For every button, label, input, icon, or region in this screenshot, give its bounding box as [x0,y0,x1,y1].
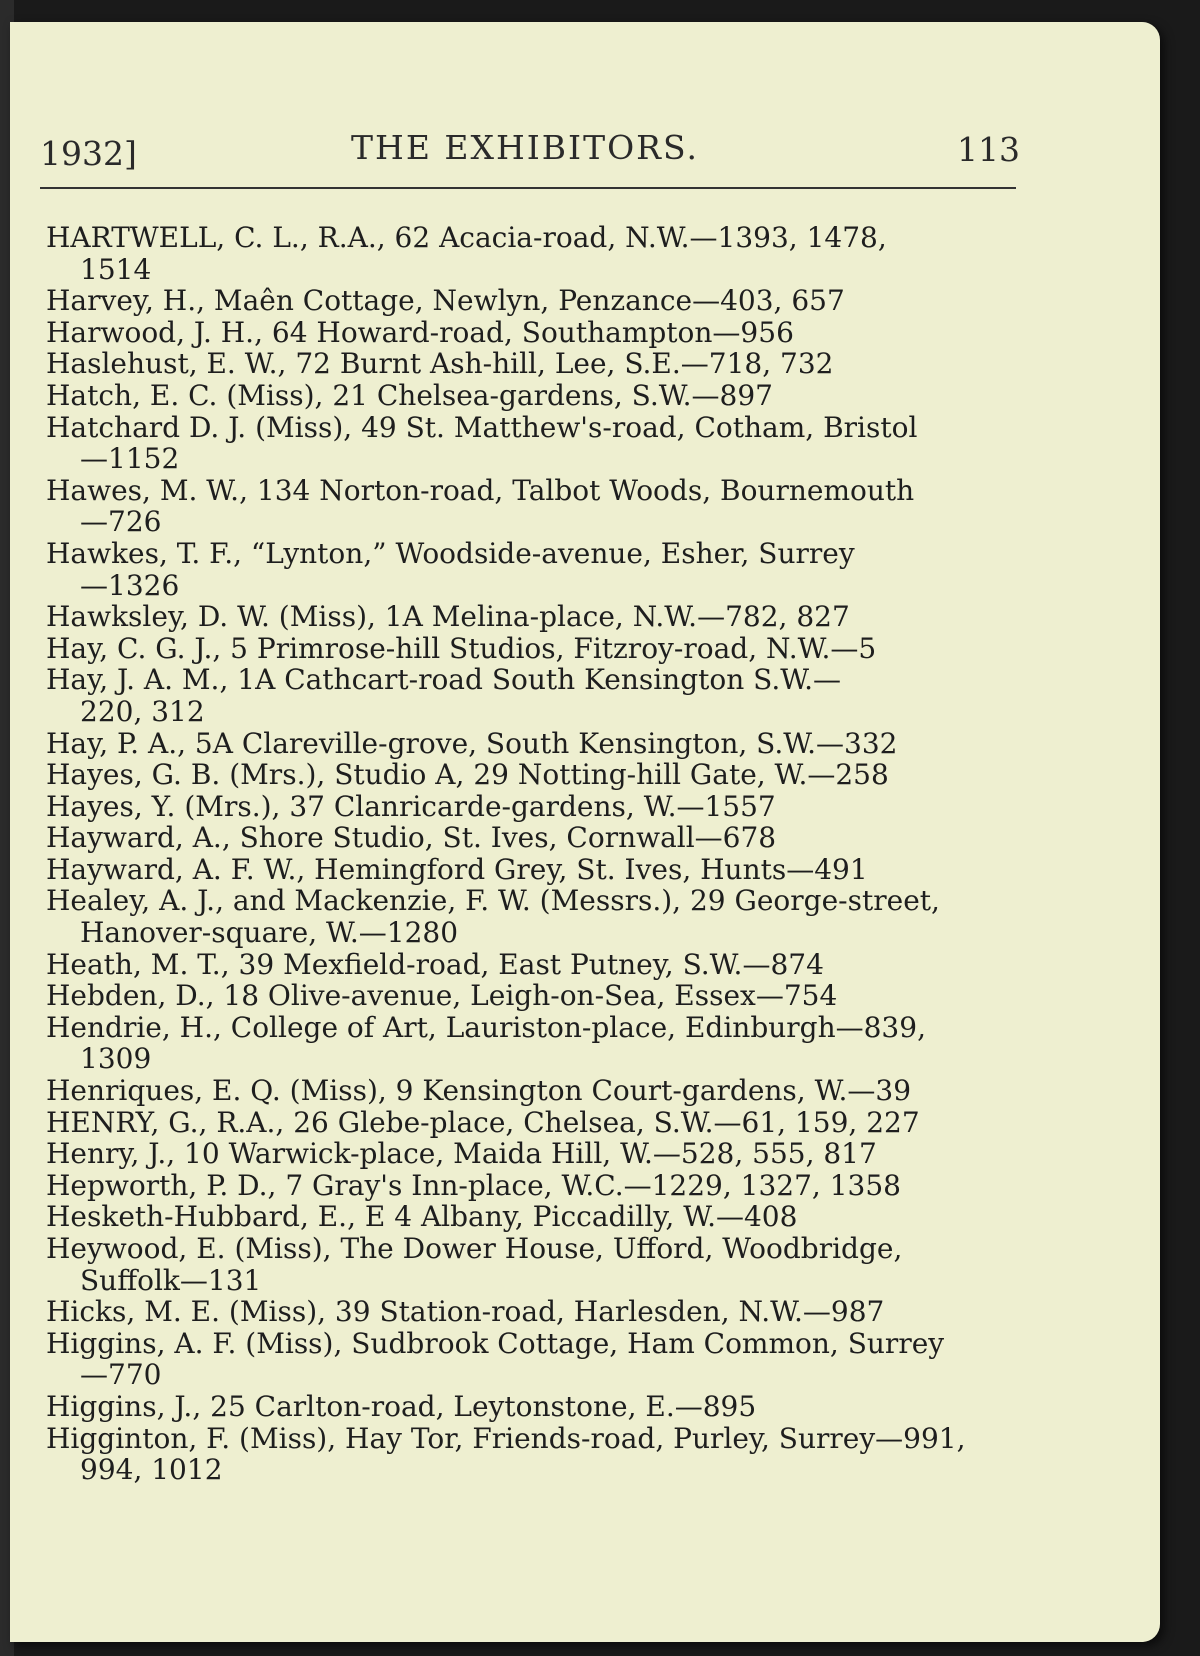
list-item: Higgins, A. F. (Miss), Sudbrook Cottage, Ham Common, Surrey —770 [46,1326,945,1392]
list-item: Hebden, D., 18 Olive-avenue, Leigh-on-Sea, Essex—754 [46,979,838,1013]
list-item: HENRY, G., R.A., 26 Glebe-place, Chelsea, S.W.—61, 159, 227 [46,1105,920,1139]
page-number: 113 [957,130,1020,169]
list-item: Hayes, Y. (Mrs.), 37 Clanricarde-gardens, W.—1557 [46,789,776,823]
list-item: Hay, P. A., 5A Clareville-grove, South Kensington, S.W.—332 [46,726,898,760]
list-item: Henriques, E. Q. (Miss), 9 Kensington Court-gardens, W.—39 [46,1074,912,1108]
list-item: Harwood, J. H., 64 Howard-road, Southampton—956 [46,315,794,349]
header-year: 1932] [40,134,137,173]
list-item: Higginton, F. (Miss), Hay Tor, Friends-road, Purley, Surrey—991, 994, 1012 [46,1421,966,1487]
list-item: Hawkes, T. F., “Lynton,” Woodside-avenue, Esher, Surrey —1326 [46,536,855,602]
list-item: Hayes, G. B. (Mrs.), Studio A, 29 Notting-hill Gate, W.—258 [46,758,889,792]
header-rule [40,187,1016,189]
header-title: THE EXHIBITORS. [351,128,699,167]
list-item: Hayward, A. F. W., Hemingford Grey, St. Ives, Hunts—491 [46,852,868,886]
list-item: Hicks, M. E. (Miss), 39 Station-road, Harlesden, N.W.—987 [46,1295,885,1329]
list-item: Harvey, H., Maên Cottage, Newlyn, Penzance—403, 657 [46,284,845,318]
list-item: Hay, J. A. M., 1A Cathcart-road South Kensington S.W.— 220, 312 [46,663,842,728]
list-item: Hawes, M. W., 134 Norton-road, Talbot Woods, Bournemouth —726 [46,473,915,539]
list-item: Heath, M. T., 39 Mexfield-road, East Putney, S.W.—874 [46,947,824,981]
list-item: Healey, A. J., and Mackenzie, F. W. (Messrs.), 29 George-street, Hanover-square, W.—1280 [46,884,940,950]
list-item: Hatchard D. J. (Miss), 49 St. Matthew's-road, Cotham, Bristol —1152 [46,410,918,476]
list-item: Heywood, E. (Miss), The Dower House, Ufford, Woodbridge, Suffolk—131 [46,1232,903,1297]
list-item: Hendrie, H., College of Art, Lauriston-place, Edinburgh—839, 1309 [46,1010,926,1076]
list-item: Higgins, J., 25 Carlton-road, Leytonstone, E.—895 [46,1389,757,1423]
list-item: Hay, C. G. J., 5 Primrose-hill Studios, Fitzroy-road, N.W.—5 [46,631,877,665]
list-item: Hawksley, D. W. (Miss), 1A Melina-place, N.W.—782, 827 [46,600,850,634]
list-item: Henry, J., 10 Warwick-place, Maida Hill, W.—528, 555, 817 [46,1137,877,1171]
list-item: Hatch, E. C. (Miss), 21 Chelsea-gardens, S.W.—897 [46,378,773,412]
list-item: HARTWELL, C. L., R.A., 62 Acacia-road, N.W.—1393, 1478, 1514 [46,221,887,286]
running-header [30,114,1020,174]
exhibitor-list [46,222,1036,1486]
list-item: Hayward, A., Shore Studio, St. Ives, Cornwall—678 [46,821,777,855]
list-item: Haslehust, E. W., 72 Burnt Ash-hill, Lee, S.E.—718, 732 [46,347,834,381]
book-page [10,22,1160,1642]
list-item: Hesketh-Hubbard, E., E 4 Albany, Piccadilly, W.—408 [46,1200,798,1234]
list-item: Hepworth, P. D., 7 Gray's Inn-place, W.C.—1229, 1327, 1358 [46,1168,901,1202]
